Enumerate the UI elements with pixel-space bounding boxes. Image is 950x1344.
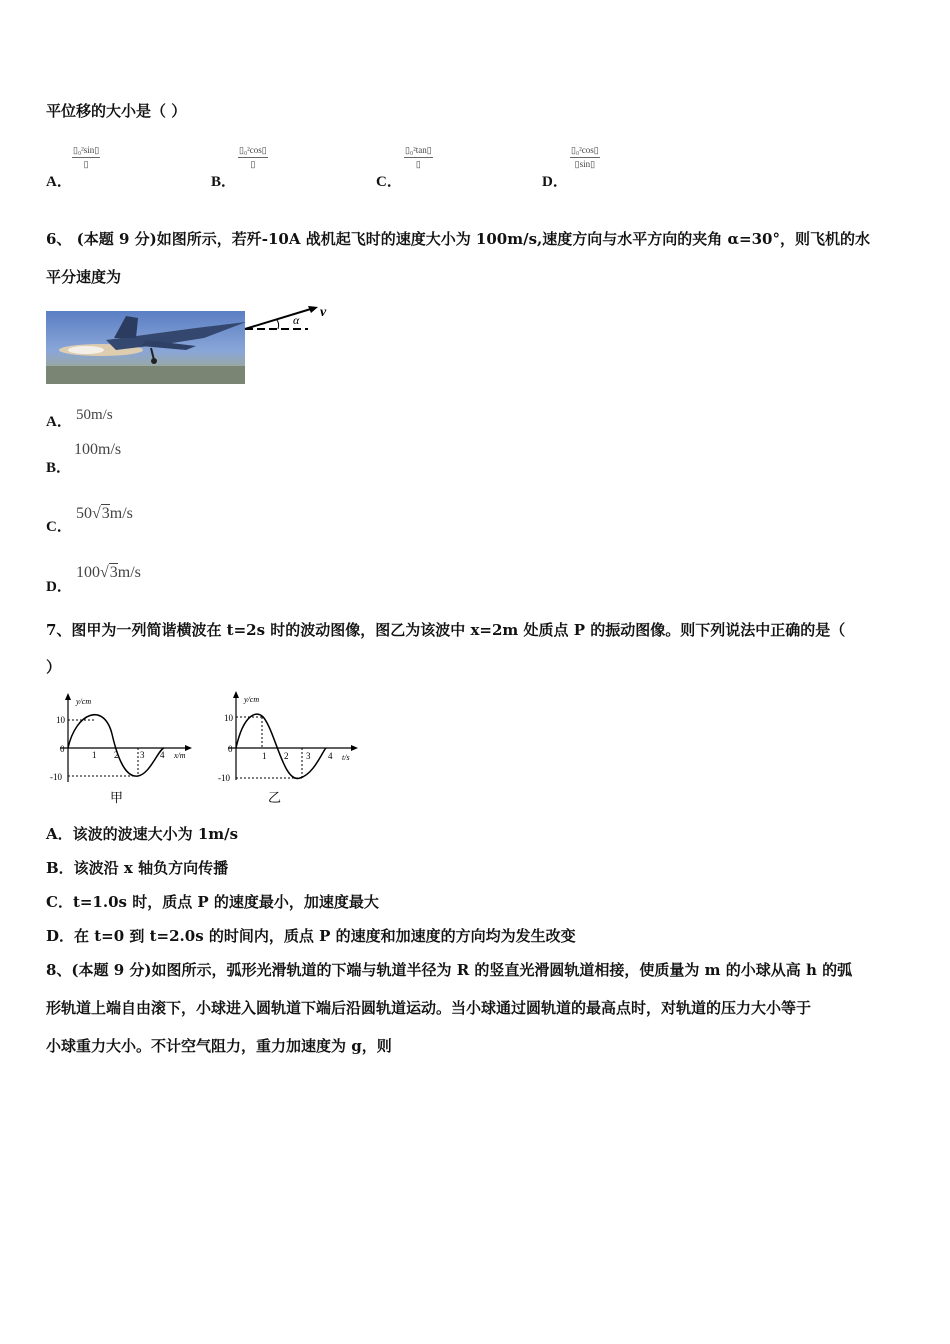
q6-option-c-label[interactable]: C． xyxy=(46,519,72,535)
x-tick-2: 2 xyxy=(114,750,119,760)
t-tick-4: 4 xyxy=(328,751,333,761)
q5-option-b-numerator: ▯₀²cos▯ xyxy=(238,145,268,158)
q8-stem-line1: 8、(本题 9 分)如图所示，弧形光滑轨道的下端与轨道半径为 R 的竖直光滑圆轨道相接，使质量为 m 的小球从高 h 的弧 xyxy=(46,961,853,979)
y-axis-label: y/cm xyxy=(76,697,92,706)
x-tick-4: 4 xyxy=(160,750,165,760)
q6-option-c-unit: m/s xyxy=(109,505,133,522)
q6-option-c-radicand: 3 xyxy=(101,505,110,522)
vibration-curve xyxy=(236,714,326,778)
q6-option-d-unit: m/s xyxy=(117,564,141,581)
q6-option-d-coefficient: 100 xyxy=(76,564,100,581)
t-tick-1: 1 xyxy=(262,751,267,761)
q6-option-c-value xyxy=(76,504,133,523)
q7-stem-line1: 7、图甲为一列简谐横波在 t=2s 时的波动图像，图乙为该波中 x=2m 处质点 P 的振动图像。则下列说法中正确的是（ xyxy=(46,621,846,639)
q7-option-d[interactable]: D．在 t=0 到 t=2.0s 的时间内，质点 P 的速度和加速度的方向均为发生改变 xyxy=(46,927,576,945)
q5-option-c-formula xyxy=(404,145,433,170)
q5-stem: 平位移的大小是（ ） xyxy=(46,102,187,120)
q5-option-a-denominator: ▯ xyxy=(83,159,89,169)
q6-option-c-coefficient: 50 xyxy=(76,505,92,522)
q6-option-a-label[interactable]: A． xyxy=(46,414,72,430)
runway-ground xyxy=(46,366,245,384)
y-axis-arrow-icon xyxy=(65,693,71,700)
angle-arc xyxy=(276,319,279,329)
q5-option-d-formula xyxy=(570,145,600,170)
wave-graph-jia xyxy=(46,690,196,808)
velocity-vector-line xyxy=(245,308,314,329)
graph-caption: 乙 xyxy=(268,790,282,805)
q5-option-b-label[interactable]: B． xyxy=(211,174,237,190)
q7-option-b[interactable]: B．该波沿 x 轴负方向传播 xyxy=(46,859,229,877)
t-axis-label: t/s xyxy=(342,753,350,762)
q5-option-d-label[interactable]: D． xyxy=(542,174,568,190)
q6-option-d-radicand: 3 xyxy=(109,564,118,581)
q7-option-c[interactable]: C．t=1.0s 时，质点 P 的速度最小，加速度最大 xyxy=(46,893,379,911)
q7-stem-line2: ） xyxy=(46,658,62,676)
t-axis-arrow-icon xyxy=(351,745,358,751)
y-tick-neg10: -10 xyxy=(218,773,230,783)
radical-sign-icon: √ xyxy=(92,505,101,522)
q8-stem-line2: 形轨道上端自由滚下，小球进入圆轨道下端后沿圆轨道运动。当小球通过圆轨道的最高点时，对轨道的压力大小等于 xyxy=(46,999,812,1017)
q5-option-c-numerator: ▯₀²tan▯ xyxy=(404,145,433,158)
q6-option-b-label[interactable]: B． xyxy=(46,460,72,476)
q5-option-a-formula xyxy=(72,145,100,170)
t-tick-3: 3 xyxy=(306,751,311,761)
q5-option-a-numerator: ▯₀²sin▯ xyxy=(72,145,100,158)
graph-caption: 甲 xyxy=(110,790,124,805)
x-tick-1: 1 xyxy=(92,750,97,760)
q7-option-a[interactable]: A．该波的波速大小为 1m/s xyxy=(46,825,239,843)
q8-stem-line3: 小球重力大小。不计空气阻力，重力加速度为 g，则 xyxy=(46,1037,392,1055)
y-tick-0: 0 xyxy=(228,744,233,754)
radical-sign-icon: √ xyxy=(100,564,109,581)
wave-curve xyxy=(68,715,164,776)
y-tick-0: 0 xyxy=(60,744,65,754)
jet-wheel xyxy=(151,358,157,364)
q6-option-a-value: 50m/s xyxy=(76,407,113,423)
x-tick-3: 3 xyxy=(140,750,145,760)
q5-option-a-label[interactable]: A． xyxy=(46,174,72,190)
y-tick-10: 10 xyxy=(224,713,233,723)
x-axis-label: x/m xyxy=(174,751,186,760)
t-tick-2: 2 xyxy=(284,751,289,761)
vibration-graph-yi xyxy=(214,688,364,808)
q5-option-c-label[interactable]: C． xyxy=(376,174,402,190)
y-axis-label: y/cm xyxy=(244,695,260,704)
q6-stem-line2: 平分速度为 xyxy=(46,268,122,286)
q6-option-d-label[interactable]: D． xyxy=(46,579,72,595)
q6-stem-line1: 6、 (本题 9 分)如图所示，若歼-10A 战机起飞时的速度大小为 100m/s,速度方向与水平方向的夹角 α=30°，则飞机的水 xyxy=(46,230,870,248)
angle-alpha-label: α xyxy=(293,313,300,327)
y-tick-neg10: -10 xyxy=(50,772,62,782)
engine-glow xyxy=(68,346,104,354)
q5-option-b-denominator: ▯ xyxy=(250,159,256,169)
q5-option-c-denominator: ▯ xyxy=(415,159,421,169)
y-tick-10: 10 xyxy=(56,715,65,725)
q6-option-b-value: 100m/s xyxy=(74,441,122,458)
fighter-jet-figure xyxy=(46,298,336,386)
q5-option-d-numerator: ▯₀²cos▯ xyxy=(570,145,600,158)
velocity-v-label: v xyxy=(320,305,327,320)
q5-option-b-formula xyxy=(238,145,268,170)
x-axis-arrow-icon xyxy=(185,745,192,751)
q5-option-d-denominator: ▯sin▯ xyxy=(574,159,596,169)
y-axis-arrow-icon xyxy=(233,691,239,698)
q6-option-d-value xyxy=(76,563,141,582)
velocity-arrowhead xyxy=(308,306,318,313)
